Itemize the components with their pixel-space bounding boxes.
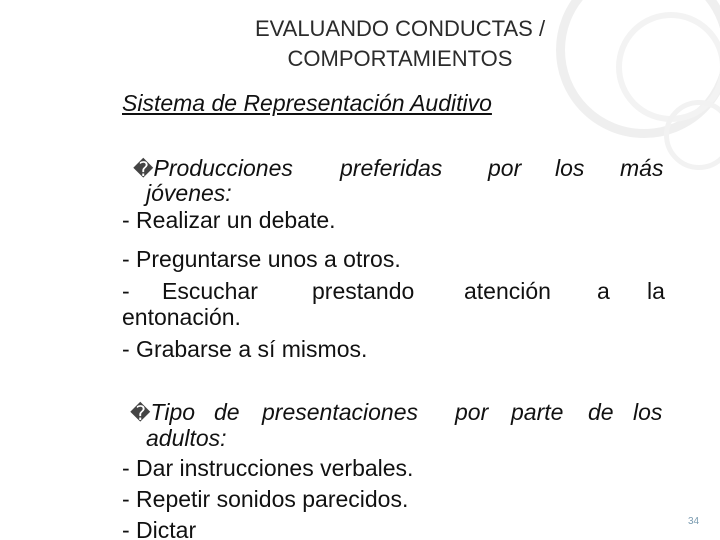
list-item: - Grabarse a sí mismos. <box>122 336 368 362</box>
list-item-word: la <box>647 278 665 304</box>
list-item: - Dictar <box>122 517 197 540</box>
decorative-ring <box>664 100 720 170</box>
list-item: - Dar instrucciones verbales. <box>122 455 414 481</box>
page-number: 34 <box>688 516 700 527</box>
bullet-icon: � <box>130 403 151 425</box>
list-item: - Realizar un debate. <box>122 207 336 233</box>
heading-word: los <box>555 155 585 181</box>
slide-subtitle: Sistema de Representación Auditivo <box>122 90 492 116</box>
list-item-word: Escuchar <box>162 278 258 304</box>
list-item-word: prestando <box>312 278 415 304</box>
list-item-word: - <box>122 278 130 304</box>
heading-word: por <box>488 155 522 181</box>
heading-word: Producciones <box>153 155 293 181</box>
list-item-continued: entonación. <box>122 304 241 330</box>
heading-word: de <box>214 399 240 425</box>
list-item-word: a <box>597 278 610 304</box>
heading-word: preferidas <box>340 155 443 181</box>
heading-word: más <box>620 155 664 181</box>
heading-word: Tipo <box>150 399 196 425</box>
slide-title-line-2: COMPORTAMIENTOS <box>287 46 513 71</box>
slide-title-line-1: EVALUANDO CONDUCTAS / <box>254 16 546 41</box>
list-item: - Repetir sonidos parecidos. <box>122 486 409 512</box>
bullet-icon: � <box>133 159 154 181</box>
section-2-heading-continued: adultos: <box>146 425 227 451</box>
heading-word: por <box>455 399 489 425</box>
heading-word: de <box>588 399 614 425</box>
section-1-heading-continued: jóvenes: <box>146 180 232 206</box>
list-item-word: atención <box>464 278 551 304</box>
heading-word: los <box>633 399 663 425</box>
list-item: - Preguntarse unos a otros. <box>122 246 401 272</box>
heading-word: presentaciones <box>262 399 418 425</box>
heading-word: parte <box>511 399 564 425</box>
